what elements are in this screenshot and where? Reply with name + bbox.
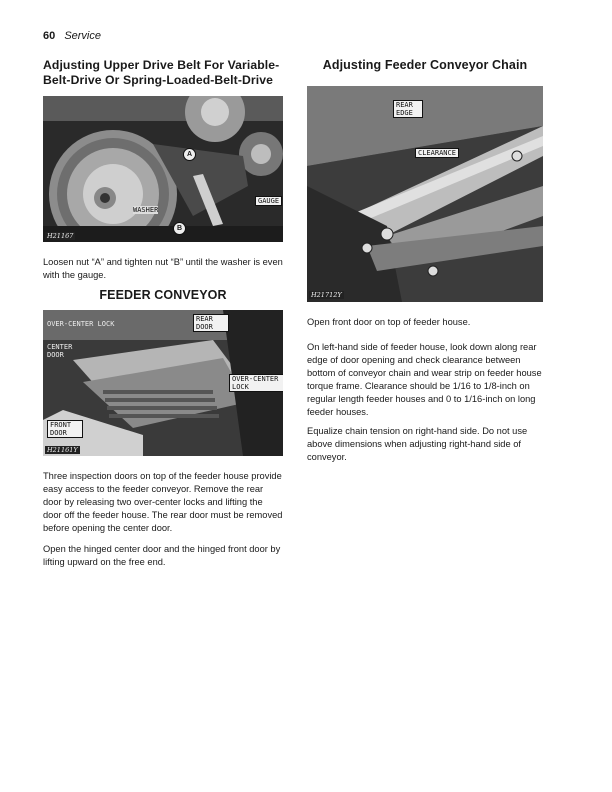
figure-feeder-chain (307, 86, 543, 302)
label-front-door: FRONT DOOR (47, 420, 83, 438)
paragraph-loosen-nut: Loosen nut “A” and tighten nut “B” until the washer is even with the gauge. (43, 257, 283, 280)
figure-number: H21712Y (311, 291, 342, 299)
paragraph-equalize-tension: Equalize chain tension on right-hand side. Do not use above dimensions when adjusting right-hand side of conveyor. (307, 426, 528, 462)
heading-upper-drive-belt: Adjusting Upper Drive Belt For Variable-Belt-Drive Or Spring-Loaded-Belt-Drive (43, 58, 280, 87)
label-over-center-lock-left: OVER-CENTER LOCK (47, 320, 115, 328)
figure-drive-belt (43, 96, 283, 242)
callout-b: B (173, 222, 186, 235)
callout-a: A (183, 148, 196, 161)
label-clearance: CLEARANCE (415, 148, 459, 158)
heading-feeder-chain: Adjusting Feeder Conveyor Chain (322, 58, 528, 72)
label-over-center-lock-right: OVER-CENTER LOCK (229, 374, 283, 392)
label-center-door: CENTER DOOR (47, 343, 73, 359)
figure-feeder-conveyor (43, 310, 283, 456)
heading-feeder-conveyor: FEEDER CONVEYOR (99, 288, 227, 302)
label-rear-edge: REAR EDGE (393, 100, 423, 118)
section-name: Service (64, 30, 101, 42)
paragraph-open-doors: Open the hinged center door and the hinged front door by lifting upward on the free end. (43, 544, 281, 567)
label-gauge: GAUGE (255, 196, 282, 206)
label-rear-door: REAR DOOR (193, 314, 229, 332)
figure-number: H21161Y (47, 446, 78, 454)
paragraph-check-clearance: On left-hand side of feeder house, look down along rear edge of door opening and check clearance between bottom of conveyor chain and wear strip on feeder house torque frame. Clearance should be 1/16 to 1/8-inch on regular length feeder houses and 0 to 1/16-inch on long feeder houses. (307, 342, 542, 417)
label-washer: WASHER (133, 206, 159, 214)
page-number: 60 (43, 30, 56, 42)
paragraph-inspection-doors: Three inspection doors on top of the feeder house provide easy access to the feeder conveyor. Remove the rear door by releasing two over-center locks and lifting the door off the feeder house. The rear door must be removed before opening the center door. (43, 471, 283, 533)
figure-number: H21167 (47, 232, 74, 240)
paragraph-open-front-door: Open front door on top of feeder house. (307, 317, 471, 327)
page-header (43, 30, 101, 42)
